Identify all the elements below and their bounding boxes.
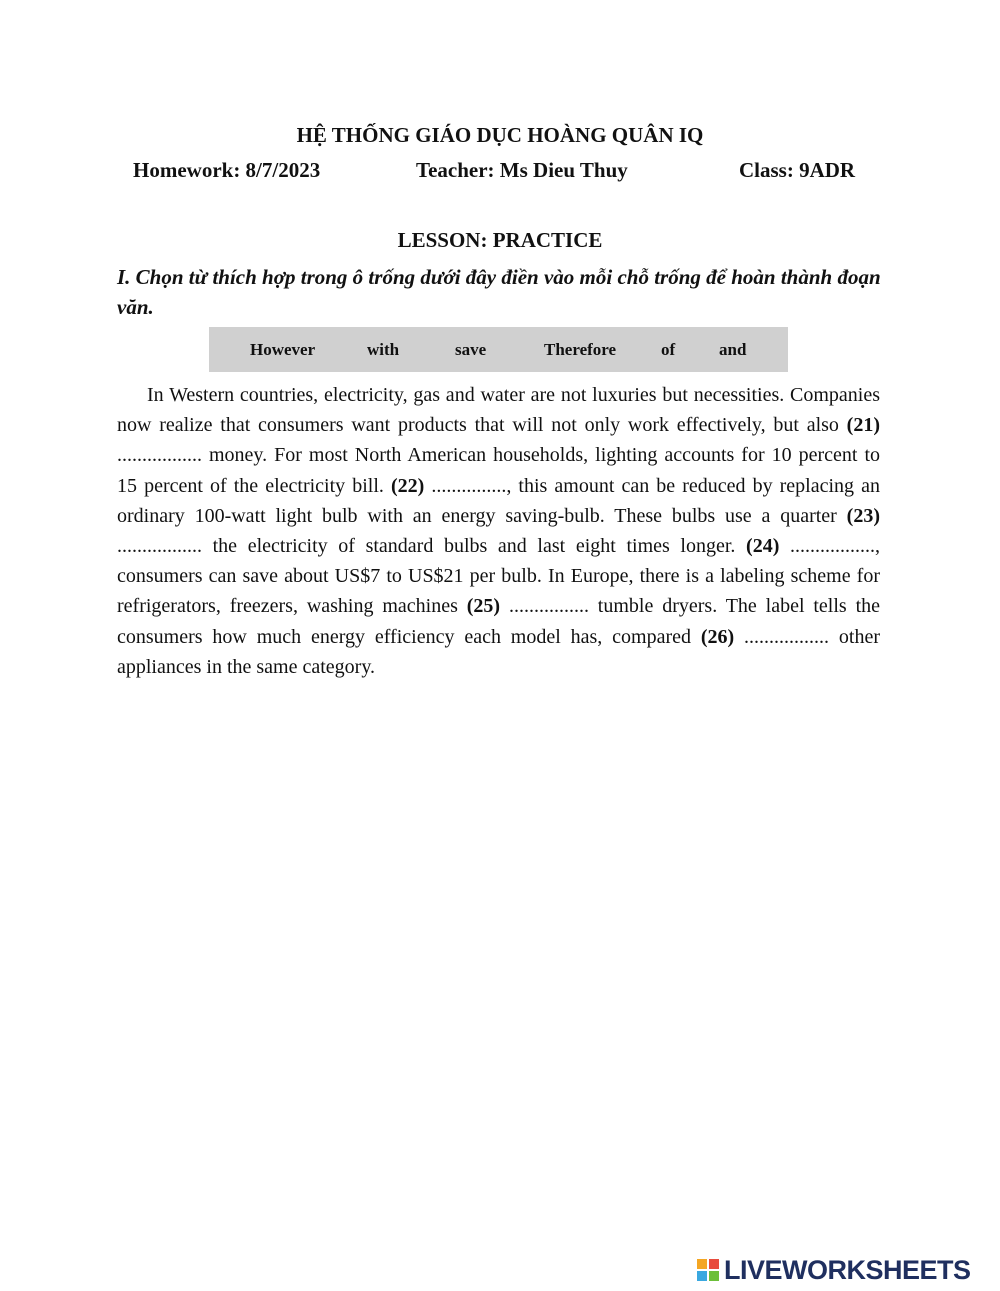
passage-text: In Western countries, electricity, gas and water are not luxuries but necessities. Companies now realize that consumers want products that will not only work effectively, but also <box>117 384 880 437</box>
passage-text: ................., consumers can save about US$7 to US$21 per bulb. In Europe, there is a labeling scheme for refrigerators, freezers, washing machines <box>117 535 881 618</box>
header-meta <box>0 158 1000 184</box>
word-bank-item: with <box>367 340 400 359</box>
school-name: HỆ THỐNG GIÁO DỤC HOÀNG QUÂN IQ <box>296 123 704 147</box>
word-bank <box>209 327 788 372</box>
blank-number-25: (25) <box>466 595 501 618</box>
lesson-title: LESSON: PRACTICE <box>397 228 603 252</box>
word-bank-item: save <box>455 340 487 359</box>
exercise-instruction: I. Chọn từ thích hợp trong ô trống dưới đây điền vào mỗi chỗ trống để hoàn thành đoạn văn. <box>117 265 881 319</box>
teacher-name: Teacher: Ms Dieu Thuy <box>416 158 628 182</box>
passage-text: ................. money. For most North American households, lighting accounts for 10 percent to 15 percent of the electricity bill. <box>117 444 880 497</box>
word-bank-item: However <box>250 340 316 359</box>
blank-number-26: (26) <box>700 625 735 648</box>
word-bank-item: and <box>719 340 747 359</box>
passage-text: ................. the electricity of standard bulbs and last eight times longer. <box>117 535 747 558</box>
blank-number-23: (23) <box>846 504 880 527</box>
passage-paragraph <box>117 380 880 682</box>
word-bank-item: Therefore <box>544 340 617 359</box>
blank-number-24: (24) <box>746 535 780 558</box>
passage-text: ................. other appliances in the same category. <box>117 625 880 678</box>
word-bank-item: of <box>661 340 676 359</box>
liveworksheets-logo-icon <box>697 1259 721 1283</box>
passage-text: ................ tumble dryers. The label tells the consumers how much energy efficiency each model has, compared <box>117 595 881 648</box>
homework-date: Homework: 8/7/2023 <box>133 158 321 182</box>
class-name: Class: 9ADR <box>739 158 856 182</box>
liveworksheets-logo <box>697 1255 997 1285</box>
passage-text: ..............., this amount can be reduced by replacing an ordinary 100-watt light bulb with an energy saving-bulb. These bulbs use a quarter <box>117 474 880 527</box>
blank-number-22: (22) <box>390 474 425 497</box>
blank-number-21: (21) <box>846 414 880 437</box>
reading-passage <box>117 380 880 682</box>
logo-text: LIVEWORKSHEETS <box>724 1255 971 1285</box>
